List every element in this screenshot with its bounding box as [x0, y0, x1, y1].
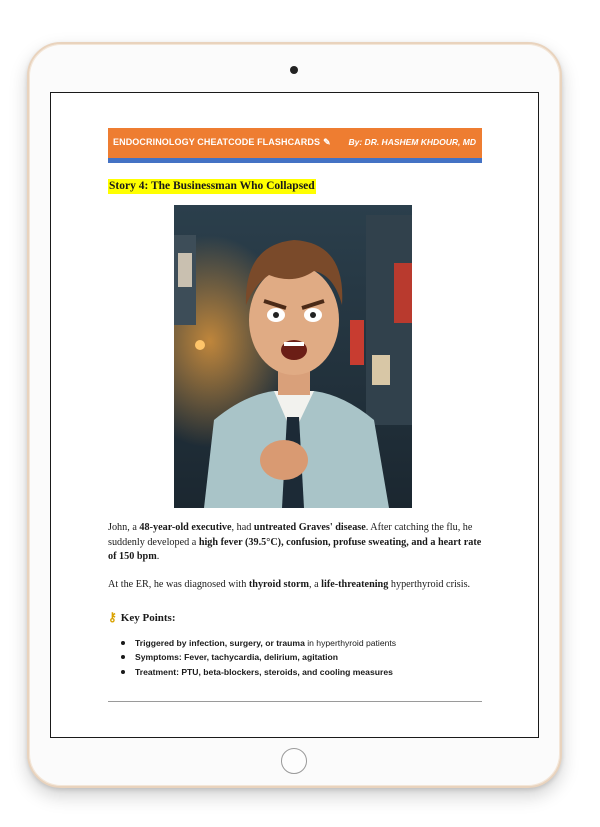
story-paragraph-2 — [108, 578, 482, 593]
tablet-frame — [27, 42, 562, 788]
key-icon: ⚷ — [108, 610, 117, 624]
list-item — [119, 650, 479, 664]
text-run: . After catching the flu, he suddenly developed a — [108, 522, 473, 548]
key-points-list — [119, 636, 479, 679]
bold-text: Treatment: PTU, beta-blockers, steroids, and cooling measures — [135, 666, 393, 677]
story-title: Story 4: The Businessman Who Collapsed — [109, 180, 315, 192]
bold-text: Triggered by infection, surgery, or trauma — [135, 638, 305, 648]
key-points-label: Key Points: — [120, 612, 176, 624]
bold-text: 48-year-old executive — [139, 522, 232, 533]
header-author: By: DR. HASHEM KHDOUR, MD — [348, 137, 476, 147]
key-points-heading — [108, 610, 176, 625]
story-illustration — [174, 205, 412, 508]
bold-text: thyroid storm — [248, 579, 309, 590]
list-item — [119, 636, 479, 650]
text-run: John, a — [108, 522, 140, 533]
text-run: . — [156, 551, 160, 562]
text-run: hyperthyroid crisis. — [388, 579, 471, 590]
camera-icon — [290, 66, 298, 74]
header-title: ENDOCRINOLOGY CHEATCODE FLASHCARDS — [113, 137, 321, 147]
bold-text: life-threatening — [321, 579, 389, 590]
text-run: , a — [309, 579, 322, 590]
list-item — [119, 665, 479, 679]
bold-text: high fever (39.5°C), confusion, profuse sweating, and a heart rate of 150 bpm — [108, 536, 482, 562]
text-run: in hyperthyroid patients — [304, 638, 397, 648]
text-run: At the ER, he was diagnosed with — [108, 579, 249, 590]
header-banner — [108, 128, 482, 163]
home-button[interactable] — [281, 748, 307, 774]
document-page[interactable] — [50, 92, 539, 738]
divider — [108, 701, 482, 702]
story-paragraph-1 — [108, 521, 482, 565]
header-title-wrap — [113, 137, 331, 148]
text-run: , had — [231, 522, 254, 533]
bold-text: Symptoms: Fever, tachycardia, delirium, agitation — [135, 652, 338, 663]
bold-text: untreated Graves' disease — [253, 522, 366, 533]
pencil-icon: ✎ — [323, 137, 331, 147]
